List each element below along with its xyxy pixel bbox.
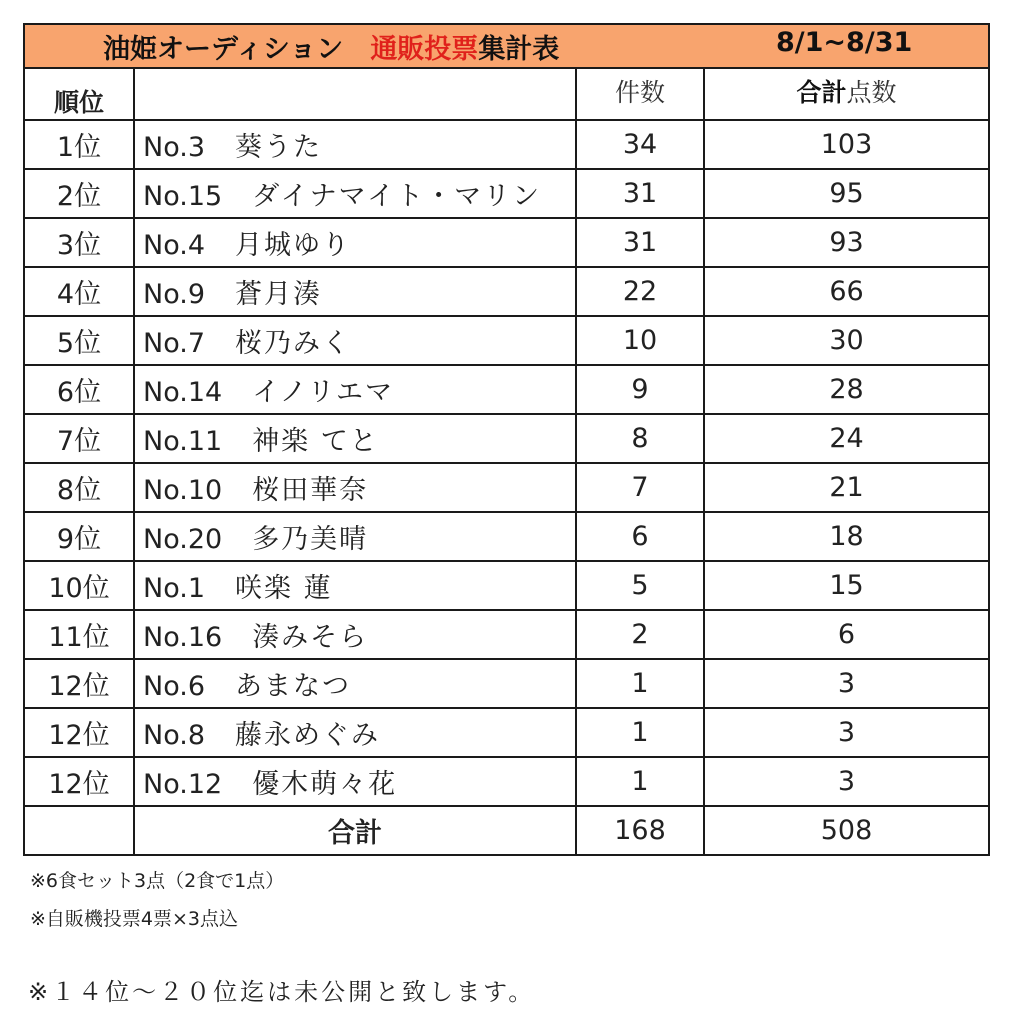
- total-points: 508: [704, 806, 989, 855]
- entry-number: No.11: [143, 426, 223, 457]
- entry-number: No.3: [143, 132, 206, 163]
- entry-name: 多乃美晴: [252, 524, 369, 555]
- entry-name: 優木萌々花: [252, 769, 398, 800]
- vote-tally-table: [23, 23, 990, 856]
- count-cell: 2: [576, 610, 704, 659]
- title-suffix: 集計表: [478, 33, 560, 65]
- entry-name: 桜乃みく: [235, 328, 352, 359]
- table-row: [24, 267, 989, 316]
- points-cell: 103: [704, 120, 989, 169]
- entry-number: No.12: [143, 769, 223, 800]
- name-cell: [134, 757, 576, 806]
- rank-cell: 1位: [24, 120, 134, 169]
- points-cell: 93: [704, 218, 989, 267]
- entry-name: 神楽 てと: [252, 426, 379, 457]
- entry-number: No.15: [143, 181, 223, 212]
- table-title: [24, 24, 989, 68]
- points-cell: 30: [704, 316, 989, 365]
- name-cell: [134, 316, 576, 365]
- entry-name: あまなつ: [235, 671, 352, 702]
- entry-name: ダイナマイト・マリン: [252, 181, 542, 212]
- points-cell: 3: [704, 757, 989, 806]
- entry-name: 蒼月湊: [235, 279, 323, 310]
- name-cell: [134, 610, 576, 659]
- rank-cell: 7位: [24, 414, 134, 463]
- rank-cell: 6位: [24, 365, 134, 414]
- rank-cell: 8位: [24, 463, 134, 512]
- entry-number: No.20: [143, 524, 223, 555]
- table-row: [24, 561, 989, 610]
- name-cell: [134, 414, 576, 463]
- entry-number: No.8: [143, 720, 206, 751]
- entry-number: No.14: [143, 377, 223, 408]
- title-highlight: 通販投票: [370, 33, 479, 65]
- points-cell: 15: [704, 561, 989, 610]
- table-row: [24, 659, 989, 708]
- entry-number: No.1: [143, 573, 206, 604]
- header-rank: 順位: [24, 68, 134, 120]
- table-row: [24, 512, 989, 561]
- total-row: [24, 806, 989, 855]
- name-cell: [134, 561, 576, 610]
- rank-cell: 10位: [24, 561, 134, 610]
- table-row: [24, 414, 989, 463]
- name-cell: [134, 659, 576, 708]
- entry-number: No.7: [143, 328, 206, 359]
- count-cell: 6: [576, 512, 704, 561]
- entry-name: 桜田華奈: [252, 475, 369, 506]
- table-row: [24, 757, 989, 806]
- entry-number: No.10: [143, 475, 223, 506]
- rank-cell: 9位: [24, 512, 134, 561]
- entry-name: イノリエマ: [252, 377, 394, 408]
- table-row: [24, 218, 989, 267]
- entry-name: 咲楽 蓮: [235, 573, 333, 604]
- count-cell: 31: [576, 169, 704, 218]
- table-row: [24, 365, 989, 414]
- count-cell: 8: [576, 414, 704, 463]
- title-date-range: 8/1~8/31: [776, 26, 913, 58]
- name-cell: [134, 218, 576, 267]
- table-row: [24, 463, 989, 512]
- name-cell: [134, 512, 576, 561]
- entry-name: 藤永めぐみ: [235, 720, 381, 751]
- name-cell: [134, 365, 576, 414]
- points-cell: 3: [704, 708, 989, 757]
- name-cell: [134, 169, 576, 218]
- points-cell: 95: [704, 169, 989, 218]
- entry-number: No.16: [143, 622, 223, 653]
- total-count: 168: [576, 806, 704, 855]
- points-cell: 21: [704, 463, 989, 512]
- entry-name: 月城ゆり: [235, 230, 352, 261]
- points-cell: 6: [704, 610, 989, 659]
- count-cell: 22: [576, 267, 704, 316]
- table-row: [24, 169, 989, 218]
- count-cell: 34: [576, 120, 704, 169]
- note-set-points: ※6食セット3点（2食で1点）: [30, 870, 285, 892]
- rank-cell: 12位: [24, 757, 134, 806]
- rank-cell: 12位: [24, 708, 134, 757]
- rank-cell: 11位: [24, 610, 134, 659]
- title-prefix: 油姫オーディション: [103, 33, 371, 65]
- count-cell: 7: [576, 463, 704, 512]
- points-cell: 3: [704, 659, 989, 708]
- rank-cell: 5位: [24, 316, 134, 365]
- count-cell: 1: [576, 708, 704, 757]
- note-unpublished: ※１４位～２０位迄は未公開と致します。: [28, 978, 536, 1006]
- name-cell: [134, 120, 576, 169]
- header-row: [24, 68, 989, 120]
- count-cell: 31: [576, 218, 704, 267]
- points-cell: 18: [704, 512, 989, 561]
- table-row: [24, 610, 989, 659]
- points-cell: 66: [704, 267, 989, 316]
- table-row: [24, 708, 989, 757]
- count-cell: 9: [576, 365, 704, 414]
- name-cell: [134, 463, 576, 512]
- total-label: 合計: [134, 806, 576, 855]
- points-cell: 28: [704, 365, 989, 414]
- count-cell: 1: [576, 757, 704, 806]
- header-count: 件数: [576, 68, 704, 120]
- rank-cell: 3位: [24, 218, 134, 267]
- rank-cell: 4位: [24, 267, 134, 316]
- entry-number: No.9: [143, 279, 206, 310]
- name-cell: [134, 708, 576, 757]
- table-row: [24, 316, 989, 365]
- entry-number: No.6: [143, 671, 206, 702]
- header-points: 合計点数: [704, 68, 989, 120]
- count-cell: 5: [576, 561, 704, 610]
- total-rank-cell: [24, 806, 134, 855]
- count-cell: 10: [576, 316, 704, 365]
- table-row: [24, 120, 989, 169]
- entry-name: 湊みそら: [252, 622, 369, 653]
- name-cell: [134, 267, 576, 316]
- points-cell: 24: [704, 414, 989, 463]
- entry-name: 葵うた: [235, 132, 323, 163]
- entry-number: No.4: [143, 230, 206, 261]
- rank-cell: 12位: [24, 659, 134, 708]
- count-cell: 1: [576, 659, 704, 708]
- header-name: [134, 68, 576, 120]
- rank-cell: 2位: [24, 169, 134, 218]
- note-vending-votes: ※自販機投票4票×3点込: [30, 908, 239, 930]
